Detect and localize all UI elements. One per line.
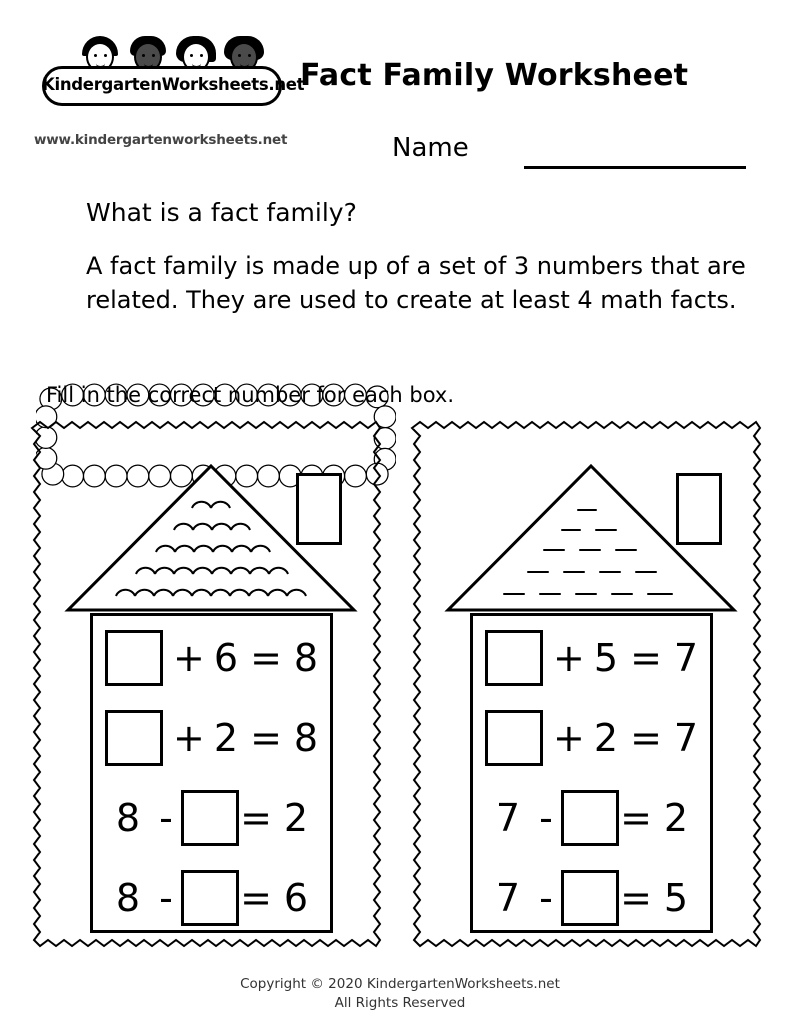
intro-question: What is a fact family? (86, 198, 357, 227)
operator: + (173, 636, 205, 680)
intro-answer: A fact family is made up of a set of 3 numbers that are related. They are used to create at least 4 math facts. (86, 252, 746, 314)
answer-box[interactable] (105, 710, 163, 766)
operator: - (539, 876, 553, 920)
fact-family-house-2 (444, 445, 738, 932)
operator: + (173, 716, 205, 760)
problem-panel-2 (406, 420, 766, 950)
site-logo (34, 34, 305, 112)
operator: - (159, 876, 173, 920)
equals-sign: = (250, 636, 282, 680)
operator: - (159, 796, 173, 840)
operand-right: 2 (593, 716, 619, 760)
logo-text: KindergartenWorksheets.net (42, 75, 305, 94)
rights-text: All Rights Reserved (334, 995, 466, 1011)
operator: - (539, 796, 553, 840)
equals-sign: = (620, 876, 652, 920)
table-row (93, 778, 336, 858)
answer-box[interactable] (485, 710, 543, 766)
result: 6 (283, 876, 309, 920)
equals-sign: = (630, 636, 662, 680)
result: 2 (663, 796, 689, 840)
worksheet-header (0, 28, 800, 163)
worksheet-footer (0, 975, 800, 1013)
house-body-1 (90, 613, 333, 933)
equals-sign: = (620, 796, 652, 840)
table-row (473, 858, 716, 938)
operand-left: 7 (495, 796, 521, 840)
answer-box[interactable] (561, 870, 619, 926)
answer-box[interactable] (485, 630, 543, 686)
name-label: Name (392, 133, 469, 163)
table-row (93, 858, 336, 938)
result: 7 (673, 636, 699, 680)
operand-left: 7 (495, 876, 521, 920)
answer-box[interactable] (181, 790, 239, 846)
name-input-line[interactable] (524, 166, 746, 169)
logo-badge (34, 34, 305, 112)
result: 7 (673, 716, 699, 760)
operand-right: 6 (213, 636, 239, 680)
copyright-text: Copyright © 2020 KindergartenWorksheets.net (240, 976, 560, 992)
operand-left: 8 (115, 876, 141, 920)
result: 2 (283, 796, 309, 840)
equals-sign: = (240, 796, 272, 840)
equals-sign: = (240, 876, 272, 920)
table-row (473, 618, 716, 698)
problem-panel-1 (26, 420, 386, 950)
intro-text-block (86, 198, 746, 317)
answer-box[interactable] (561, 790, 619, 846)
result: 8 (293, 636, 319, 680)
result: 8 (293, 716, 319, 760)
roof-dashes-shape (444, 462, 738, 614)
house-body-2 (470, 613, 713, 933)
table-row (93, 698, 336, 778)
table-row (93, 618, 336, 698)
equals-sign: = (630, 716, 662, 760)
operand-right: 5 (593, 636, 619, 680)
fact-family-house-1 (64, 445, 358, 932)
operator: + (553, 716, 585, 760)
operand-left: 8 (115, 796, 141, 840)
operand-right: 2 (213, 716, 239, 760)
site-url: www.kindergartenworksheets.net (34, 132, 288, 148)
table-row (473, 778, 716, 858)
equals-sign: = (250, 716, 282, 760)
roof-shingles-shape (64, 462, 358, 614)
result: 5 (663, 876, 689, 920)
name-field-row (392, 133, 762, 173)
operator: + (553, 636, 585, 680)
page-title: Fact Family Worksheet (300, 58, 689, 93)
answer-box[interactable] (181, 870, 239, 926)
instruction-text: Fill in the correct number for each box. (46, 383, 455, 407)
answer-box[interactable] (105, 630, 163, 686)
intro-cloud-box (36, 170, 764, 376)
table-row (473, 698, 716, 778)
